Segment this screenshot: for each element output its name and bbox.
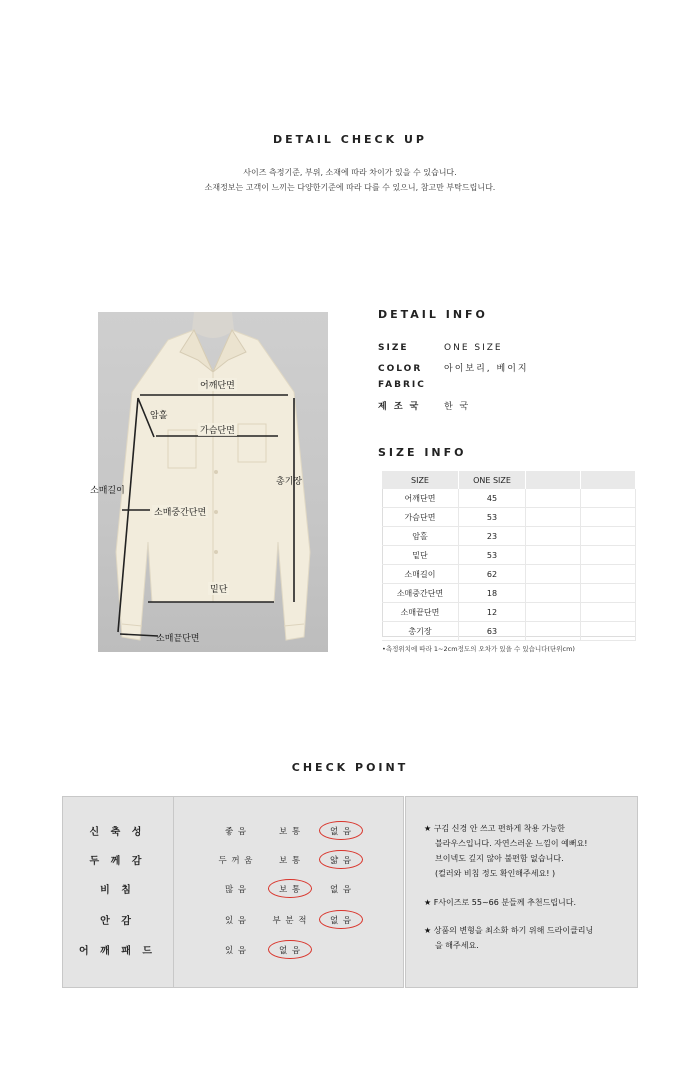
cp-note-2: ★ F사이즈로 55~66 분들께 추천드립니다.	[424, 898, 577, 907]
cp-option: 두 꺼 움	[218, 856, 254, 866]
table-row: 소매길이 62	[382, 565, 636, 584]
info-color: COLOR 아이보리, 베이지	[378, 364, 529, 374]
cp-option: 좋 음	[224, 827, 248, 837]
cp-label-stretch: 신 축 성	[89, 827, 146, 838]
size-col-header: SIZE	[382, 471, 459, 489]
cp-option: 없 음	[329, 885, 353, 895]
size-table	[382, 471, 636, 641]
cp-label-lining: 안 감	[100, 916, 135, 927]
info-size: SIZE ONE SIZE	[378, 343, 503, 353]
table-row: 밑단 53	[382, 546, 636, 565]
table-row: 소매중간단면 18	[382, 584, 636, 603]
cp-option-selected: 없 음	[316, 914, 366, 926]
cp-option: 보 통	[278, 856, 302, 866]
cp-note-1d: (컬러와 비침 정도 확인해주세요! )	[435, 869, 556, 878]
empty-col-header	[526, 471, 581, 489]
table-row: 소매끝단면 12	[382, 603, 636, 622]
product-photo	[98, 312, 328, 652]
label-sleeve-end: 소매끝단면	[156, 634, 200, 644]
cp-note-1a: ★ 구김 신경 안 쓰고 편하게 착용 가능한	[424, 824, 565, 833]
info-fabric: FABRIC	[378, 380, 426, 390]
cp-option: 부 분 적	[272, 916, 308, 926]
page-title: DETAIL CHECK UP	[273, 133, 427, 146]
info-origin: 제 조 국 한 국	[378, 402, 471, 412]
table-row: 어깨단면 45	[382, 489, 636, 508]
header-subtitle-1: 사이즈 측정기준, 부위, 소재에 따라 차이가 있을 수 있습니다.	[243, 168, 457, 177]
table-row: 암홀 23	[382, 527, 636, 546]
check-point-divider	[173, 796, 174, 988]
label-chest: 가슴단면	[198, 423, 237, 436]
cp-note-3b: 을 해주세요.	[435, 941, 479, 950]
label-sleeve-mid: 소매중간단면	[152, 505, 208, 518]
cp-note-3a: ★ 상품의 변형을 최소화 하기 위해 드라이클리닝	[424, 926, 594, 935]
label-armhole: 암홀	[150, 411, 168, 421]
label-hem: 밑단	[208, 582, 229, 595]
label-total-length: 총기장	[276, 477, 303, 487]
cp-option: 있 음	[224, 916, 248, 926]
cp-option: 있 음	[224, 946, 248, 956]
cp-option: 많 음	[224, 885, 248, 895]
header-subtitle-2: 소재정보는 고객이 느끼는 다양한기준에 따라 다를 수 있으니, 참고만 부탁드립니다.	[204, 183, 496, 192]
cp-label-sheerness: 비 침	[100, 885, 135, 896]
cp-label-thickness: 두 께 감	[89, 856, 146, 867]
size-info-heading: SIZE INFO	[378, 446, 467, 459]
empty-col-header	[581, 471, 636, 489]
cp-option-selected: 없 음	[316, 825, 366, 837]
size-note: •측정위치에 따라 1~2cm정도의 오차가 있을 수 있습니다(단위cm)	[382, 645, 575, 653]
check-point-heading: CHECK POINT	[291, 761, 409, 774]
cp-note-1b: 블라우스입니다. 자연스러운 느낌이 예뻐요!	[435, 839, 588, 848]
detail-info-heading: DETAIL INFO	[378, 308, 488, 321]
table-row: 가슴단면 53	[382, 508, 636, 527]
cp-option-selected: 보 통	[265, 883, 315, 895]
cp-note-1c: 브이넥도 깊지 않아 불편함 없습니다.	[435, 854, 564, 863]
cp-label-shoulder-pad: 어 깨 패 드	[78, 946, 157, 957]
label-shoulder: 어깨단면	[198, 378, 237, 391]
cp-option-selected: 없 음	[265, 944, 315, 956]
cp-option: 보 통	[278, 827, 302, 837]
label-sleeve-length: 소매길이	[90, 486, 125, 496]
onesize-col-header: ONE SIZE	[459, 471, 526, 489]
table-row: 총기장 63	[382, 622, 636, 641]
cp-option-selected: 얇 음	[316, 854, 366, 866]
